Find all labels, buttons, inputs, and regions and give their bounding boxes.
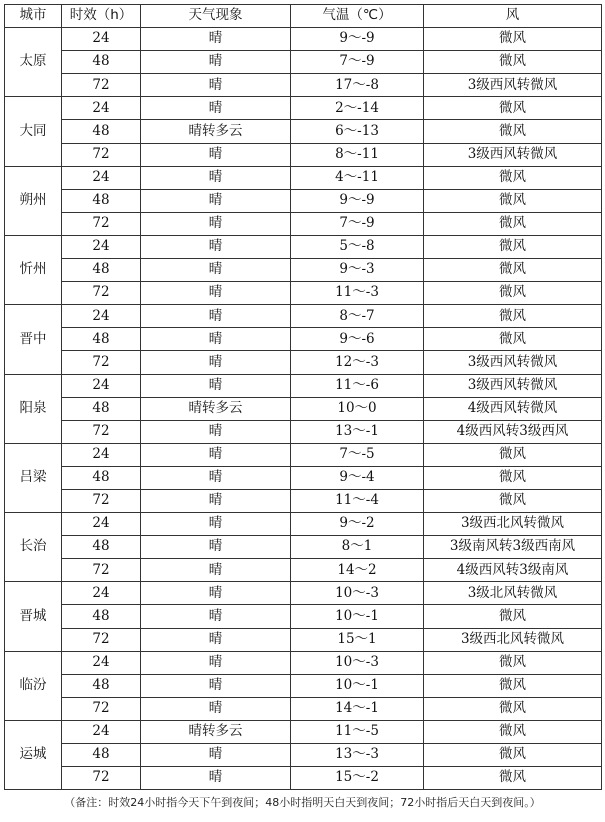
temp-cell: 10～-1 — [291, 605, 424, 628]
city-name: 忻州 — [5, 235, 62, 304]
table-row — [5, 697, 602, 720]
table-row — [5, 674, 602, 697]
weather-cell: 晴 — [141, 74, 291, 97]
weather-cell: 晴 — [141, 582, 291, 605]
hours-cell: 24 — [62, 305, 141, 328]
table-row — [5, 120, 602, 143]
hours-cell: 72 — [62, 420, 141, 443]
weather-cell: 晴 — [141, 605, 291, 628]
hours-cell: 72 — [62, 74, 141, 97]
weather-cell: 晴 — [141, 513, 291, 536]
table-row — [5, 397, 602, 420]
hours-cell: 48 — [62, 328, 141, 351]
header-weather: 天气现象 — [141, 5, 291, 28]
hours-cell: 72 — [62, 697, 141, 720]
hours-cell: 48 — [62, 605, 141, 628]
wind-cell: 微风 — [424, 328, 602, 351]
temp-cell: 14～-1 — [291, 697, 424, 720]
temp-cell: 9～-2 — [291, 513, 424, 536]
weather-cell: 晴 — [141, 536, 291, 559]
temp-cell: 9～-9 — [291, 189, 424, 212]
hours-cell: 72 — [62, 767, 141, 790]
hours-cell: 24 — [62, 374, 141, 397]
weather-cell: 晴 — [141, 374, 291, 397]
hours-cell: 72 — [62, 351, 141, 374]
hours-cell: 48 — [62, 466, 141, 489]
header-temp: 气温（℃） — [291, 5, 424, 28]
weather-cell: 晴 — [141, 489, 291, 512]
weather-cell: 晴 — [141, 420, 291, 443]
table-row — [5, 28, 602, 51]
temp-cell: 6～-13 — [291, 120, 424, 143]
table-row — [5, 259, 602, 282]
hours-cell: 48 — [62, 259, 141, 282]
weather-cell: 晴 — [141, 189, 291, 212]
forecast-table — [4, 4, 602, 790]
weather-cell: 晴 — [141, 259, 291, 282]
temp-cell: 10～-1 — [291, 674, 424, 697]
weather-cell: 晴 — [141, 28, 291, 51]
hours-cell: 48 — [62, 189, 141, 212]
temp-cell: 17～-8 — [291, 74, 424, 97]
temp-cell: 15～-2 — [291, 767, 424, 790]
forecast-document — [4, 4, 601, 814]
hours-cell: 24 — [62, 97, 141, 120]
hours-cell: 72 — [62, 559, 141, 582]
temp-cell: 4～-11 — [291, 166, 424, 189]
header-row — [5, 5, 602, 28]
table-row — [5, 420, 602, 443]
weather-cell: 晴 — [141, 466, 291, 489]
temp-cell: 10～0 — [291, 397, 424, 420]
hours-cell: 24 — [62, 443, 141, 466]
wind-cell: 3级西风转微风 — [424, 143, 602, 166]
wind-cell: 微风 — [424, 489, 602, 512]
temp-cell: 7～-9 — [291, 212, 424, 235]
temp-cell: 9～-9 — [291, 28, 424, 51]
temp-cell: 2～-14 — [291, 97, 424, 120]
table-row — [5, 166, 602, 189]
wind-cell: 3级西北风转微风 — [424, 513, 602, 536]
weather-cell: 晴 — [141, 443, 291, 466]
wind-cell: 3级西风转微风 — [424, 374, 602, 397]
city-name: 晋城 — [5, 582, 62, 651]
hours-cell: 72 — [62, 212, 141, 235]
wind-cell: 微风 — [424, 651, 602, 674]
weather-cell: 晴 — [141, 328, 291, 351]
table-row — [5, 74, 602, 97]
wind-cell: 3级西风转微风 — [424, 74, 602, 97]
weather-cell: 晴 — [141, 697, 291, 720]
temp-cell: 13～-3 — [291, 744, 424, 767]
wind-cell: 微风 — [424, 443, 602, 466]
weather-cell: 晴 — [141, 628, 291, 651]
temp-cell: 9～-3 — [291, 259, 424, 282]
weather-cell: 晴 — [141, 674, 291, 697]
city-name: 阳泉 — [5, 374, 62, 443]
hours-cell: 48 — [62, 536, 141, 559]
wind-cell: 微风 — [424, 697, 602, 720]
city-name: 朔州 — [5, 166, 62, 235]
hours-cell: 48 — [62, 744, 141, 767]
wind-cell: 3级北风转微风 — [424, 582, 602, 605]
wind-cell: 微风 — [424, 28, 602, 51]
city-name: 临汾 — [5, 651, 62, 720]
weather-cell: 晴 — [141, 305, 291, 328]
temp-cell: 9～-6 — [291, 328, 424, 351]
temp-cell: 15～1 — [291, 628, 424, 651]
temp-cell: 13～-1 — [291, 420, 424, 443]
header-wind: 风 — [424, 5, 602, 28]
table-row — [5, 212, 602, 235]
weather-cell: 晴 — [141, 767, 291, 790]
wind-cell: 3级西北风转微风 — [424, 628, 602, 651]
table-row — [5, 97, 602, 120]
table-row — [5, 513, 602, 536]
weather-cell: 晴 — [141, 143, 291, 166]
temp-cell: 10～-3 — [291, 582, 424, 605]
table-row — [5, 282, 602, 305]
wind-cell: 微风 — [424, 282, 602, 305]
weather-cell: 晴 — [141, 212, 291, 235]
temp-cell: 14～2 — [291, 559, 424, 582]
wind-cell: 4级西风转微风 — [424, 397, 602, 420]
table-row — [5, 536, 602, 559]
table-row — [5, 305, 602, 328]
table-row — [5, 443, 602, 466]
hours-cell: 72 — [62, 489, 141, 512]
hours-cell: 48 — [62, 120, 141, 143]
temp-cell: 11～-5 — [291, 720, 424, 743]
table-row — [5, 720, 602, 743]
weather-cell: 晴转多云 — [141, 397, 291, 420]
hours-cell: 72 — [62, 143, 141, 166]
table-row — [5, 189, 602, 212]
table-row — [5, 374, 602, 397]
wind-cell: 微风 — [424, 120, 602, 143]
hours-cell: 72 — [62, 282, 141, 305]
city-name: 晋中 — [5, 305, 62, 374]
temp-cell: 12～-3 — [291, 351, 424, 374]
weather-cell: 晴 — [141, 97, 291, 120]
table-row — [5, 744, 602, 767]
table-row — [5, 466, 602, 489]
city-name: 运城 — [5, 720, 62, 789]
table-row — [5, 605, 602, 628]
temp-cell: 8～-11 — [291, 143, 424, 166]
city-name: 吕梁 — [5, 443, 62, 512]
weather-cell: 晴 — [141, 51, 291, 74]
header-city: 城市 — [5, 5, 62, 28]
weather-cell: 晴转多云 — [141, 120, 291, 143]
temp-cell: 9～-4 — [291, 466, 424, 489]
city-name: 太原 — [5, 28, 62, 97]
hours-cell: 48 — [62, 397, 141, 420]
weather-cell: 晴 — [141, 235, 291, 258]
weather-cell: 晴 — [141, 166, 291, 189]
wind-cell: 微风 — [424, 305, 602, 328]
temp-cell: 8～-7 — [291, 305, 424, 328]
weather-cell: 晴 — [141, 282, 291, 305]
wind-cell: 微风 — [424, 51, 602, 74]
table-row — [5, 51, 602, 74]
hours-cell: 24 — [62, 582, 141, 605]
header-hours: 时效（h） — [62, 5, 141, 28]
wind-cell: 微风 — [424, 674, 602, 697]
wind-cell: 3级南风转3级西南风 — [424, 536, 602, 559]
temp-cell: 11～-6 — [291, 374, 424, 397]
table-row — [5, 489, 602, 512]
table-row — [5, 628, 602, 651]
temp-cell: 11～-3 — [291, 282, 424, 305]
wind-cell: 微风 — [424, 466, 602, 489]
city-name: 大同 — [5, 97, 62, 166]
city-name: 长治 — [5, 513, 62, 582]
footnote: （备注：时效24小时指今天下午到夜间；48小时指明天白天到夜间；72小时指后天白天到夜间。） — [64, 796, 541, 810]
wind-cell: 4级西风转3级南风 — [424, 559, 602, 582]
temp-cell: 8～1 — [291, 536, 424, 559]
hours-cell: 48 — [62, 674, 141, 697]
wind-cell: 微风 — [424, 767, 602, 790]
wind-cell: 微风 — [424, 189, 602, 212]
table-row — [5, 351, 602, 374]
wind-cell: 微风 — [424, 605, 602, 628]
hours-cell: 72 — [62, 628, 141, 651]
wind-cell: 微风 — [424, 166, 602, 189]
hours-cell: 24 — [62, 166, 141, 189]
temp-cell: 7～-5 — [291, 443, 424, 466]
wind-cell: 微风 — [424, 235, 602, 258]
hours-cell: 24 — [62, 28, 141, 51]
table-row — [5, 143, 602, 166]
weather-cell: 晴 — [141, 651, 291, 674]
weather-cell: 晴 — [141, 559, 291, 582]
table-row — [5, 235, 602, 258]
wind-cell: 微风 — [424, 212, 602, 235]
wind-cell: 微风 — [424, 97, 602, 120]
weather-cell: 晴 — [141, 744, 291, 767]
table-row — [5, 559, 602, 582]
temp-cell: 11～-4 — [291, 489, 424, 512]
forecast-body — [5, 28, 602, 790]
temp-cell: 7～-9 — [291, 51, 424, 74]
table-row — [5, 651, 602, 674]
temp-cell: 5～-8 — [291, 235, 424, 258]
hours-cell: 24 — [62, 513, 141, 536]
hours-cell: 24 — [62, 720, 141, 743]
wind-cell: 微风 — [424, 744, 602, 767]
table-row — [5, 328, 602, 351]
hours-cell: 24 — [62, 235, 141, 258]
temp-cell: 10～-3 — [291, 651, 424, 674]
hours-cell: 48 — [62, 51, 141, 74]
table-row — [5, 582, 602, 605]
wind-cell: 3级西风转微风 — [424, 351, 602, 374]
hours-cell: 24 — [62, 651, 141, 674]
wind-cell: 4级西风转3级西风 — [424, 420, 602, 443]
weather-cell: 晴转多云 — [141, 720, 291, 743]
wind-cell: 微风 — [424, 259, 602, 282]
weather-cell: 晴 — [141, 351, 291, 374]
wind-cell: 微风 — [424, 720, 602, 743]
table-row — [5, 767, 602, 790]
